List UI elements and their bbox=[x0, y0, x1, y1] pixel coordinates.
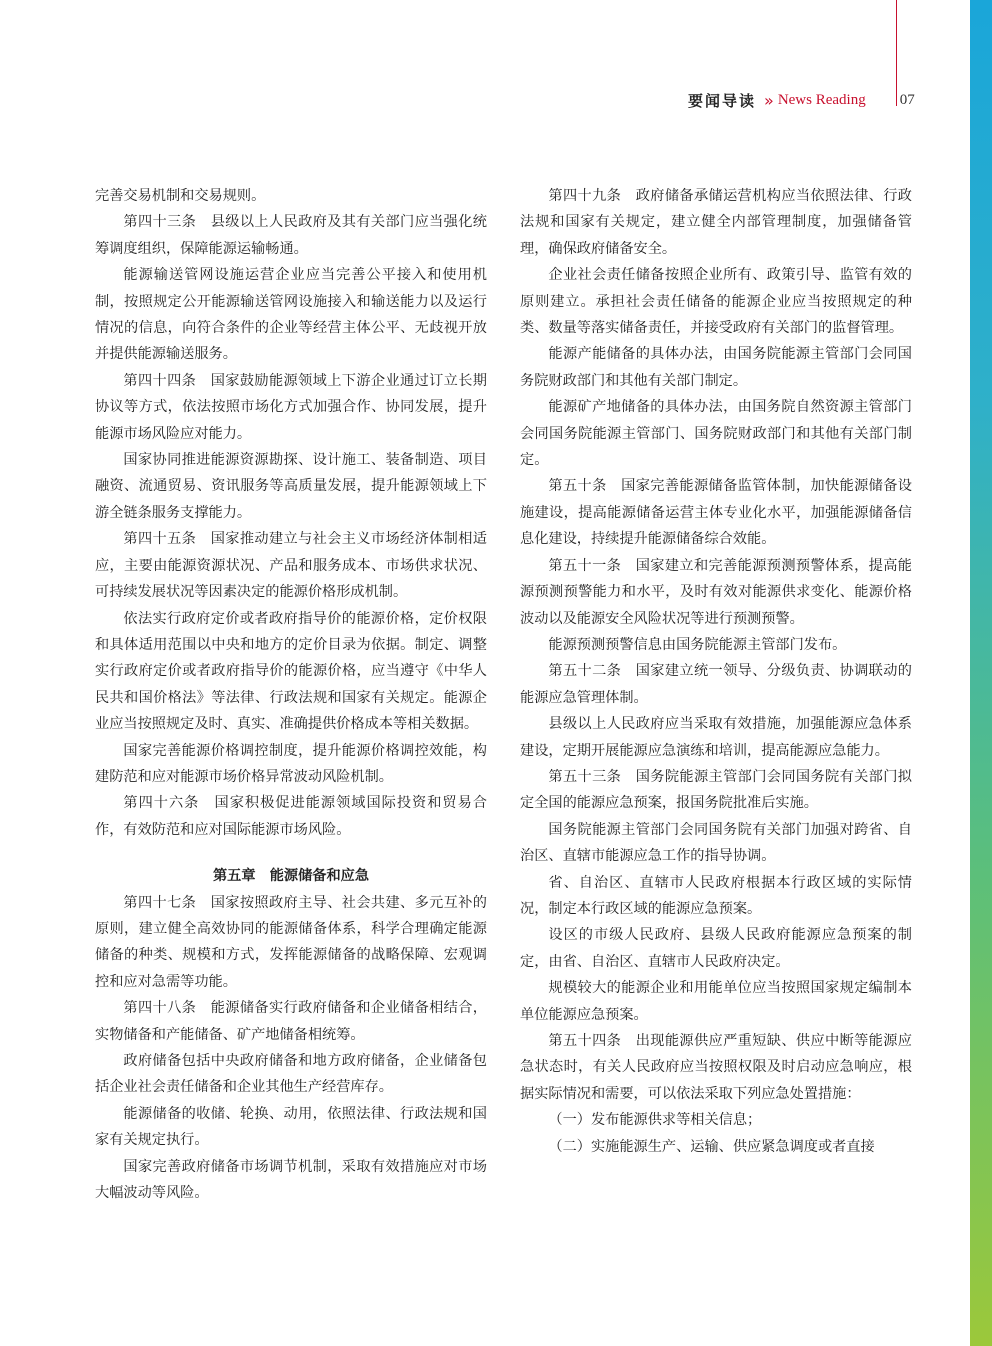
paragraph: 依法实行政府定价或者政府指导价的能源价格，定价权限和具体适用范围以中央和地方的定价目录为依据。制定、调整实行政府定价或者政府指导价的能源价格，应当遵守《中华人民共和国价格法》等法律、行政法规和国家有关规定。能源企业应当按照规定及时、真实、准确提供价格成本等相关数据。 bbox=[95, 610, 487, 733]
paragraph: 国家协同推进能源资源勘探、设计施工、装备制造、项目融资、流通贸易、资讯服务等高质量发展，提升能源领域上下游全链条服务支撑能力。 bbox=[95, 452, 487, 521]
paragraph: 县级以上人民政府应当采取有效措施，加强能源应急体系建设，定期开展能源应急演练和培训，提高能源应急能力。 bbox=[520, 716, 912, 759]
list-item: （一）发布能源供求等相关信息； bbox=[548, 1112, 762, 1129]
paragraph: 第四十七条 国家按照政府主导、社会共建、多元互补的原则，建立健全高效协同的能源储备体系，科学合理确定能源储备的种类、规模和方式，发挥能源储备的战略保障、宏观调控和应对急需等功能。 bbox=[95, 894, 487, 990]
list-item: （二）实施能源生产、运输、供应紧急调度或者直接 bbox=[548, 1138, 875, 1155]
section-title-en: News Reading bbox=[777, 91, 866, 108]
paragraph: 省、自治区、直辖市人民政府根据本行政区域的实际情况，制定本行政区域的能源应急预案。 bbox=[520, 874, 912, 917]
paragraph: 第四十四条 国家鼓励能源领域上下游企业通过订立长期协议等方式，依法按照市场化方式加强合作、协同发展，提升能源市场风险应对能力。 bbox=[95, 372, 487, 442]
paragraph: 能源产能储备的具体办法，由国务院能源主管部门会同国务院财政部门和其他有关部门制定。 bbox=[520, 346, 912, 389]
paragraph: 完善交易机制和交易规则。 bbox=[95, 188, 266, 204]
paragraph: 第五十四条 出现能源供应严重短缺、供应中断等能源应急状态时，有关人民政府应当按照权限及时启动应急响应，根据实际情况和需要，可以依法采取下列应急处置措施： bbox=[520, 1033, 912, 1102]
paragraph: 第四十八条 能源储备实行政府储备和企业储备相结合，实物储备和产能储备、矿产地储备相统筹。 bbox=[95, 1000, 487, 1043]
chapter-heading: 第五章 能源储备和应急 bbox=[212, 868, 370, 885]
paragraph: 第五十三条 国务院能源主管部门会同国务院有关部门拟定全国的能源应急预案，报国务院批准后实施。 bbox=[520, 768, 912, 812]
paragraph: 能源矿产地储备的具体办法，由国务院自然资源主管部门会同国务院能源主管部门、国务院财政部门和其他有关部门制定。 bbox=[520, 399, 912, 469]
paragraph: 第五十条 国家完善能源储备监管体制，加快能源储备设施建设，提高能源储备运营主体专业化水平，加强能源储备信息化建设，持续提升能源储备综合效能。 bbox=[520, 478, 912, 548]
paragraph: 能源储备的收储、轮换、动用，依照法律、行政法规和国家有关规定执行。 bbox=[95, 1105, 487, 1149]
paragraph: 国务院能源主管部门会同国务院有关部门加强对跨省、自治区、直辖市能源应急工作的指导协调。 bbox=[520, 821, 912, 865]
right-text-column bbox=[520, 183, 912, 1160]
paragraph: 第四十九条 政府储备承储运营机构应当依照法律、行政法规和国家有关规定，建立健全内部管理制度，加强储备管理，确保政府储备安全。 bbox=[520, 188, 912, 257]
section-title-cn: 要闻导读 bbox=[688, 91, 757, 110]
paragraph: 企业社会责任储备按照企业所有、政策引导、监管有效的原则建立。承担社会责任储备的能源企业应当按照规定的种类、数量等落实储备责任，并接受政府有关部门的监督管理。 bbox=[520, 267, 912, 337]
decorative-gradient-bar bbox=[970, 0, 992, 1346]
double-chevron-icon: » bbox=[764, 90, 774, 110]
paragraph: 能源预测预警信息由国务院能源主管部门发布。 bbox=[548, 636, 847, 653]
paragraph: 规模较大的能源企业和用能单位应当按照国家规定编制本单位能源应急预案。 bbox=[520, 980, 912, 1023]
paragraph: 政府储备包括中央政府储备和地方政府储备，企业储备包括企业社会责任储备和企业其他生产经营库存。 bbox=[95, 1052, 487, 1096]
page-number: 07 bbox=[899, 91, 915, 108]
paragraph: 第四十六条 国家积极促进能源领域国际投资和贸易合作，有效防范和应对国际能源市场风险。 bbox=[95, 795, 487, 838]
paragraph: 设区的市级人民政府、县级人民政府能源应急预案的制定，由省、自治区、直辖市人民政府决定。 bbox=[520, 927, 912, 970]
paragraph: 第四十五条 国家推动建立与社会主义市场经济体制相适应，主要由能源资源状况、产品和服务成本、市场供求状况、可持续发展状况等因素决定的能源价格形成机制。 bbox=[95, 531, 487, 601]
paragraph: 第五十二条 国家建立统一领导、分级负责、协调联动的能源应急管理体制。 bbox=[520, 663, 912, 706]
running-header bbox=[640, 88, 940, 112]
paragraph: 能源输送管网设施运营企业应当完善公平接入和使用机制，按照规定公开能源输送管网设施接入和输送能力以及运行情况的信息，向符合条件的企业等经营主体公平、无歧视开放并提供能源输送服务。 bbox=[95, 267, 487, 363]
paragraph: 国家完善能源价格调控制度，提升能源价格调控效能，构建防范和应对能源市场价格异常波动风险机制。 bbox=[95, 742, 487, 785]
paragraph: 国家完善政府储备市场调节机制，采取有效措施应对市场大幅波动等风险。 bbox=[95, 1158, 487, 1202]
paragraph: 第五十一条 国家建立和完善能源预测预警体系，提高能源预测预警能力和水平，及时有效对能源供求变化、能源价格波动以及能源安全风险状况等进行预测预警。 bbox=[520, 557, 912, 627]
left-text-column bbox=[95, 183, 487, 1206]
paragraph: 第四十三条 县级以上人民政府及其有关部门应当强化统筹调度组织，保障能源运输畅通。 bbox=[95, 214, 487, 257]
